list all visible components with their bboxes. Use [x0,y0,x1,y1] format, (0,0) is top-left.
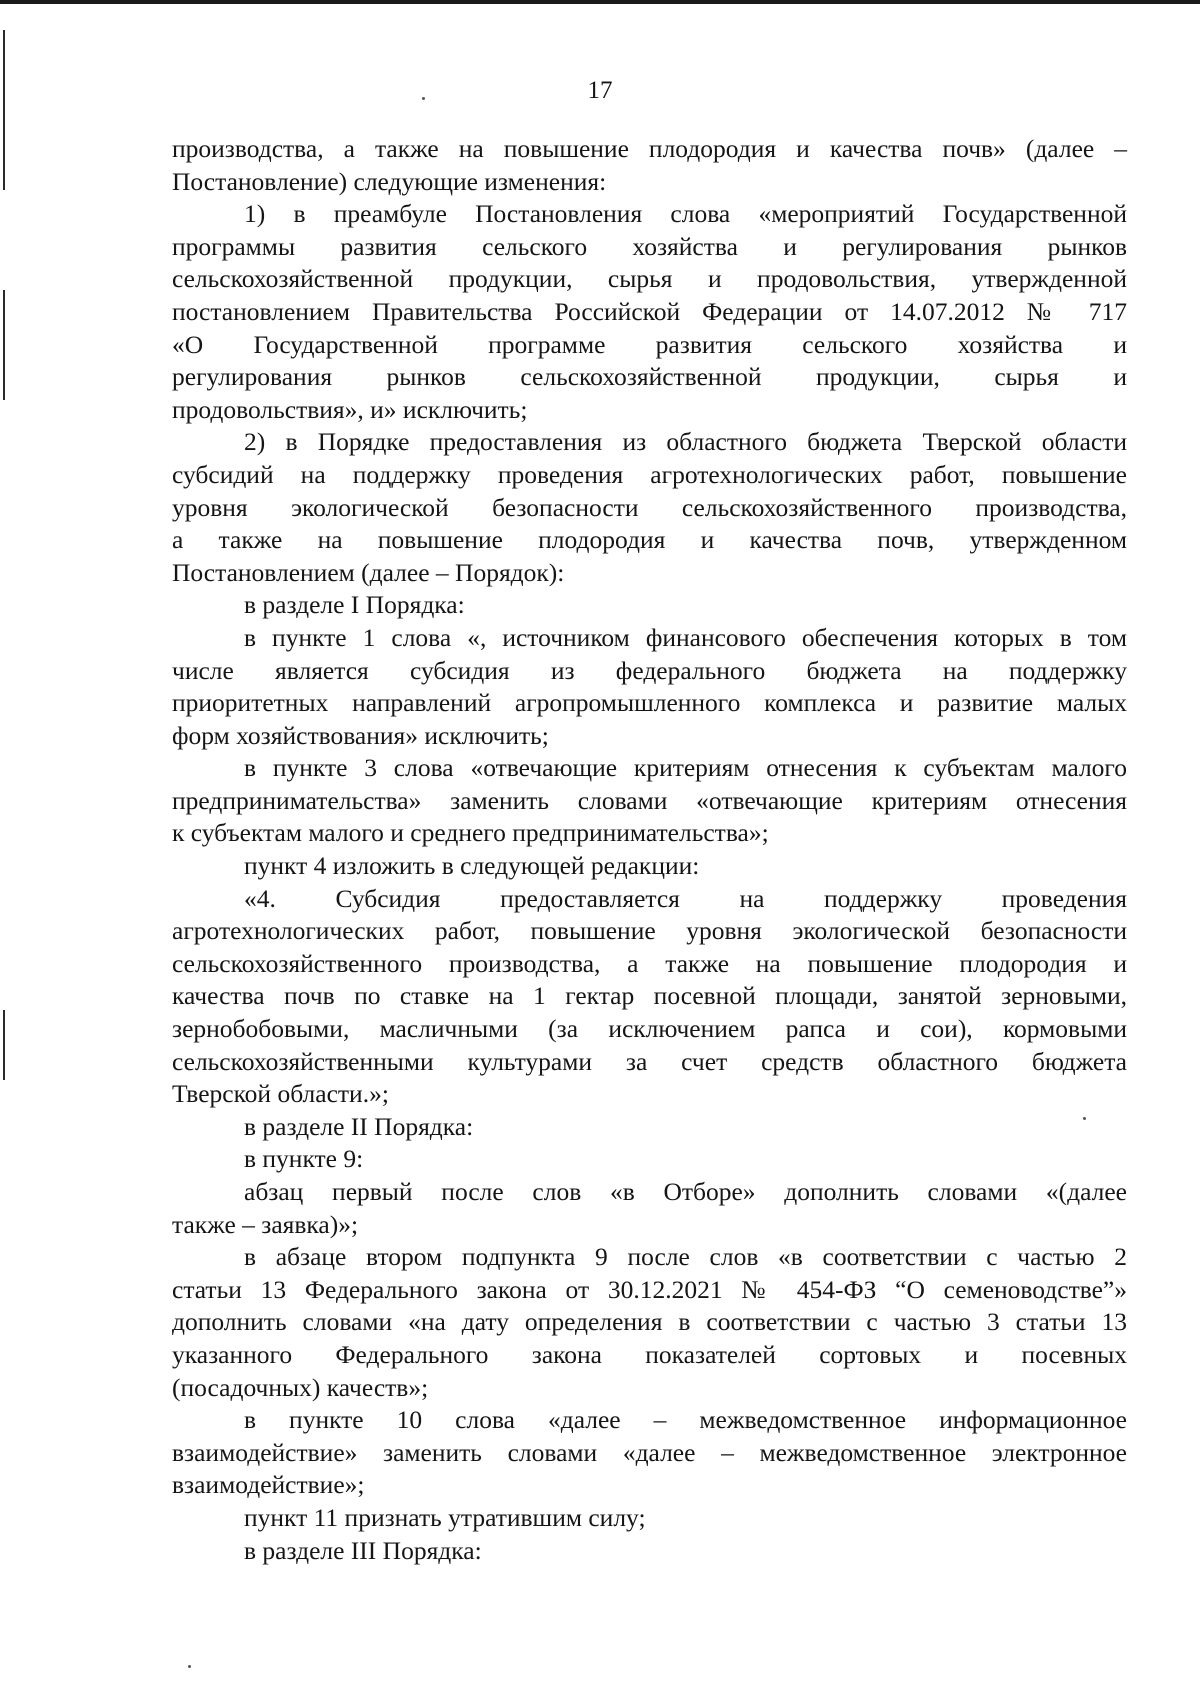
paragraph [172,1502,1127,1535]
scan-edge-mark [3,30,5,190]
paragraph [172,1111,1127,1144]
paragraph [172,1241,1127,1404]
document-body [172,133,1127,1567]
paragraph [172,589,1127,622]
text-line: в пункте 3 слова «отвечающие критериям отнесения к субъектам малого [244,753,1127,783]
text-line: зернобобовыми, масличными (за исключением рапса и сои), кормовыми [172,1014,1127,1044]
text-line: в пункте 10 слова «далее – межведомственное информационное [244,1405,1127,1435]
page-number: 17 [587,77,613,104]
paragraph [172,883,1127,1111]
text-line: сельскохозяйственной продукции, сырья и продовольствия, утвержденной [172,264,1127,294]
text-line: статьи 13 Федерального закона от 30.12.2021 № 454-ФЗ “О семеноводстве”» [172,1274,1127,1304]
text-line: уровня экологической безопасности сельскохозяйственного производства, [172,492,1127,522]
text-line: взаимодействие» заменить словами «далее – межведомственное электронное [172,1437,1127,1467]
text-line: а также на повышение плодородия и качества почв, утвержденном [172,525,1127,555]
text-line: форм хозяйствования» исключить; [172,720,549,750]
paragraph [172,426,1127,589]
text-line: Тверской области.»; [172,1079,389,1109]
text-line: «4. Субсидия предоставляется на поддержку проведения [244,883,1127,913]
text-line: (посадочных) качеств»; [172,1372,429,1402]
text-line: к субъектам малого и среднего предпринимательства»; [172,818,769,848]
text-line: в пункте 1 слова «, источником финансового обеспечения которых в том [244,622,1127,652]
text-line: в абзаце втором подпункта 9 после слов «в соответствии с частью 2 [244,1242,1127,1272]
paragraph [172,622,1127,752]
text-line: Постановление) следующие изменения: [172,166,607,196]
text-line: пункт 4 изложить в следующей редакции: [244,851,700,881]
text-line: 2) в Порядке предоставления из областного бюджета Тверской области [244,427,1127,457]
paragraph [172,850,1127,883]
text-line: продовольствия», и» исключить; [172,394,528,424]
text-line: предпринимательства» заменить словами «отвечающие критериям отнесения [172,785,1127,815]
paragraph [172,1535,1127,1568]
paragraph [172,1404,1127,1502]
paragraph [172,198,1127,426]
text-line: в разделе III Порядка: [244,1535,482,1565]
scan-edge-mark [3,290,5,400]
text-line: указанного Федерального закона показателей сортовых и посевных [172,1339,1127,1369]
paragraph [172,752,1127,850]
text-line: сельскохозяйственными культурами за счет средств областного бюджета [172,1046,1127,1076]
text-line: субсидий на поддержку проведения агротехнологических работ, повышение [172,459,1127,489]
text-line: дополнить словами «на дату определения в соответствии с частью 3 статьи 13 [172,1307,1127,1337]
text-line: в разделе I Порядка: [244,590,465,620]
text-line: числе является субсидия из федерального бюджета на поддержку [172,655,1127,685]
text-line: пункт 11 признать утратившим силу; [244,1502,646,1532]
paragraph [172,133,1127,198]
text-line: в разделе II Порядка: [244,1111,474,1141]
text-line: абзац первый после слов «в Отборе» дополнить словами «(далее [244,1177,1127,1206]
text-line: в пункте 9: [244,1144,364,1174]
text-line: программы развития сельского хозяйства и регулирования рынков [172,231,1127,261]
text-line: приоритетных направлений агропромышленного комплекса и развитие малых [172,688,1127,718]
text-line: качества почв по ставке на 1 гектар посевной площади, занятой зерновыми, [172,981,1127,1011]
text-line: агротехнологических работ, повышение уровня экологической безопасности [172,916,1127,946]
paragraph [172,1143,1127,1176]
text-line: «О Государственной программе развития сельского хозяйства и [172,329,1127,359]
scan-top-border [0,0,1200,4]
text-line: взаимодействие»; [172,1470,365,1500]
scan-edge-mark [3,1010,5,1080]
paragraph [172,1176,1127,1241]
text-line: 1) в преамбуле Постановления слова «мероприятий Государственной [244,199,1127,229]
text-line: Постановлением (далее – Порядок): [172,557,565,587]
text-line: регулирования рынков сельскохозяйственной продукции, сырья и [172,362,1127,392]
text-line: сельскохозяйственного производства, а также на повышение плодородия и [172,948,1127,978]
text-line: производства, а также на повышение плодородия и качества почв» (далее – [172,134,1127,163]
text-line: также – заявка)»; [172,1209,359,1239]
text-line: постановлением Правительства Российской Федерации от 14.07.2012 № 717 [172,296,1127,326]
scan-speck [188,1665,191,1668]
